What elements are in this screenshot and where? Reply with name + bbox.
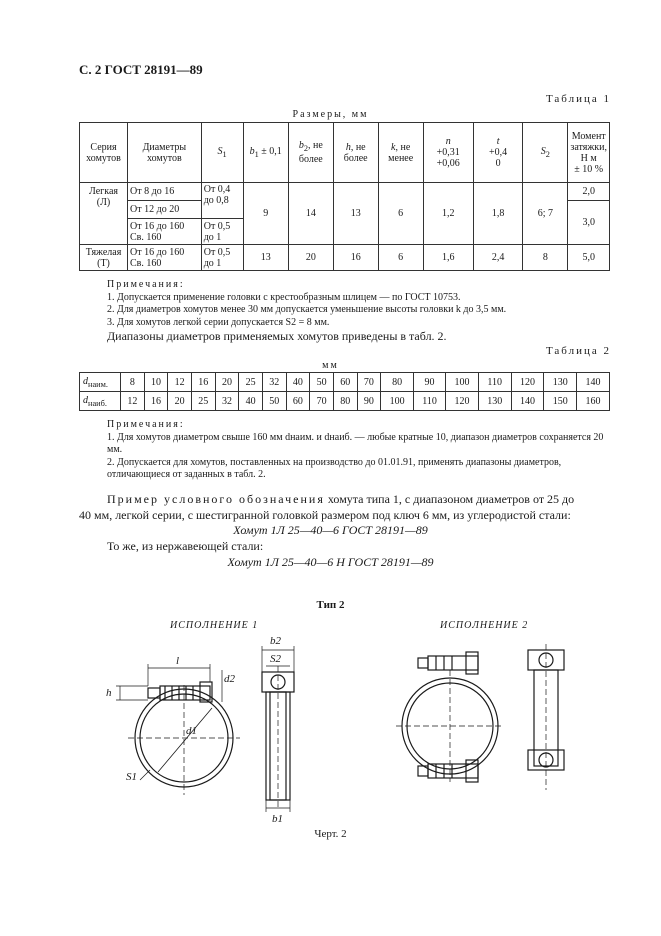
cell-heavy-h: 16 [333,245,378,271]
notes2-title: Примечания: [107,419,185,430]
cell-heavy-series: Тяжелая (Т) [80,245,128,271]
table1-header-row [80,123,610,183]
dim-s1: S1 [126,771,137,783]
table2-cell: 50 [310,373,334,392]
notes1-item: 2. Для диаметров хомутов менее 30 мм допускается уменьшение высоты головки k до 3,5 мм. [107,304,507,315]
table2-cell: 130 [478,392,511,411]
designation-2: Хомут 1Л 25—40—6 Н ГОСТ 28191—89 [227,555,434,569]
variant2-label: ИСПОЛНЕНИЕ 2 [440,620,529,631]
table2-cell: 140 [577,373,610,392]
table2-unit: мм [322,360,339,371]
table2-cell: 70 [310,392,334,411]
table2-cell: 90 [357,392,381,411]
cell-heavy-k: 6 [378,245,423,271]
cell-heavy-s2: 8 [523,245,568,271]
cell-s1b: От 0,5 до 1 [201,219,243,245]
cell-d3: От 16 до 160 Св. 160 [128,219,202,245]
table2-cell: 140 [511,392,544,411]
cell-b1: 9 [243,183,288,245]
table2-cell: 150 [544,392,577,411]
variant1-label: ИСПОЛНЕНИЕ 1 [170,620,259,631]
table1-caption: Размеры, мм [292,109,369,120]
clamp-drawing [0,630,661,830]
table2 [79,372,610,411]
dim-b2: b2 [270,635,281,647]
table2-cell: 40 [239,392,263,411]
table2-cell: 60 [333,373,357,392]
table2-cell: 16 [144,392,168,411]
th-s2: $S_2$ [523,123,568,183]
example-block [79,491,611,523]
table2-cell: 60 [286,392,310,411]
table2-cell: 80 [333,392,357,411]
table2-cell: 100 [381,392,414,411]
table2-cell: 160 [577,392,610,411]
table2-cell: 40 [286,373,310,392]
example-lead: Пример условного обозначения [107,492,325,506]
notes2-item: 2. Допускается для хомутов, поставленных на производство до 01.01.91, применять диапазоны диаметров, отличающиеся от заданных в табл. 2. [107,456,562,480]
designation-1: Хомут 1Л 25—40—6 ГОСТ 28191—89 [233,523,428,537]
table2-cell: 20 [168,392,192,411]
table1-row [80,183,610,201]
dim-s2: S2 [270,653,281,665]
table2-cell: 8 [121,373,145,392]
variant1-side-view [262,646,294,812]
th-b1: $b_1 \pm 0,1$ [243,123,288,183]
cell-heavy-b1: 13 [243,245,288,271]
table1-label: Таблица 1 [545,93,611,105]
table2-row-min [80,373,610,392]
th-t: t +0,4 0 [473,123,523,183]
variant2-side-view [528,644,564,790]
cell-heavy-t: 2,4 [473,245,523,271]
cell-moment1: 2,0 [568,183,610,201]
cell-heavy-n: 1,6 [423,245,473,271]
notes1 [107,279,506,329]
notes1-item: 1. Допускается применение головки с крестообразным шлицем — по ГОСТ 10753. [107,291,461,303]
dim-d1: d1 [186,725,197,737]
paragraph-ranges: Диапазоны диаметров применяемых хомутов приведены в табл. 2. [107,329,447,343]
table2-row-max [80,392,610,411]
same-stainless: То же, из нержавеющей стали: [107,539,264,553]
table2-cell: 130 [544,373,577,392]
dim-d2: d2 [224,673,235,685]
cell-d2: От 12 до 20 [128,201,202,219]
cell-t: 1,8 [473,183,523,245]
table2-cell: 110 [413,392,445,411]
table2-label: Таблица 2 [545,345,611,357]
example-text1: хомута типа 1, с диапазоном диаметров от 25 до [324,492,575,506]
figure-type-title: Тип 2 [316,599,345,611]
th-series: Серия хомутов [80,123,128,183]
notes1-item: 3. Для хомутов легкой серии допускается S2 = 8 мм. [107,316,330,328]
cell-heavy-b2: 20 [288,245,333,271]
example-text2: 40 мм, легкой серии, с шестигранной головкой размером под ключ 6 мм, из углеродистой стали: [79,508,571,522]
figure-caption: Черт. 2 [314,828,347,840]
table2-cell: 12 [168,373,192,392]
th-b2: $b_2$, не более [288,123,333,183]
table2-cell: 120 [511,373,544,392]
row-label-min: $d_{наим.}$ [80,373,121,392]
cell-d1: От 8 до 16 [128,183,202,201]
table2-cell: 25 [191,392,215,411]
table1 [79,122,610,271]
th-h: h, не более [333,123,378,183]
table2-cell: 120 [446,392,479,411]
page-header: С. 2 ГОСТ 28191—89 [79,62,203,77]
table2-cell: 32 [215,392,239,411]
table2-cell: 10 [144,373,168,392]
notes2-item: 1. Для хомутов диаметром свыше 160 мм dнаим. и dнаиб. — любые кратные 10, диапазон диаметров сохраняется 20 мм. [107,431,604,455]
cell-heavy-moment: 5,0 [568,245,610,271]
table2-cell: 25 [239,373,263,392]
table2-cell: 16 [191,373,215,392]
table2-cell: 100 [446,373,479,392]
cell-h: 13 [333,183,378,245]
table1-row [80,245,610,271]
th-n: n +0,31 +0,06 [423,123,473,183]
table2-cell: 90 [413,373,445,392]
table2-cell: 70 [357,373,381,392]
variant2-front-view [396,652,504,782]
cell-s1a: От 0,4 до 0,8 [201,183,243,219]
dimension-labels [106,635,283,825]
cell-b2: 14 [288,183,333,245]
row-label-max: $d_{наиб.}$ [80,392,121,411]
dim-h: h [106,687,112,699]
table2-cell: 110 [478,373,511,392]
cell-k: 6 [378,183,423,245]
dim-l: l [176,655,180,667]
cell-light-series: Легкая (Л) [80,183,128,245]
th-moment: Момент затяжки, Н м ± 10 % [568,123,610,183]
notes2 [107,419,612,482]
table2-cell: 32 [262,373,286,392]
dim-b1: b1 [272,813,283,825]
cell-heavy-d: От 16 до 160 Св. 160 [128,245,202,271]
table2-cell: 50 [262,392,286,411]
table2-cell: 80 [381,373,414,392]
cell-heavy-s1: От 0,5 до 1 [201,245,243,271]
notes1-title: Примечания: [107,279,185,290]
cell-moment2: 3,0 [568,201,610,245]
table2-cell: 12 [121,392,145,411]
cell-n: 1,2 [423,183,473,245]
cell-s2: 6; 7 [523,183,568,245]
th-diameters: Диаметры хомутов [128,123,202,183]
th-k: k, не менее [378,123,423,183]
th-s1: $S_1$ [201,123,243,183]
table2-cell: 20 [215,373,239,392]
